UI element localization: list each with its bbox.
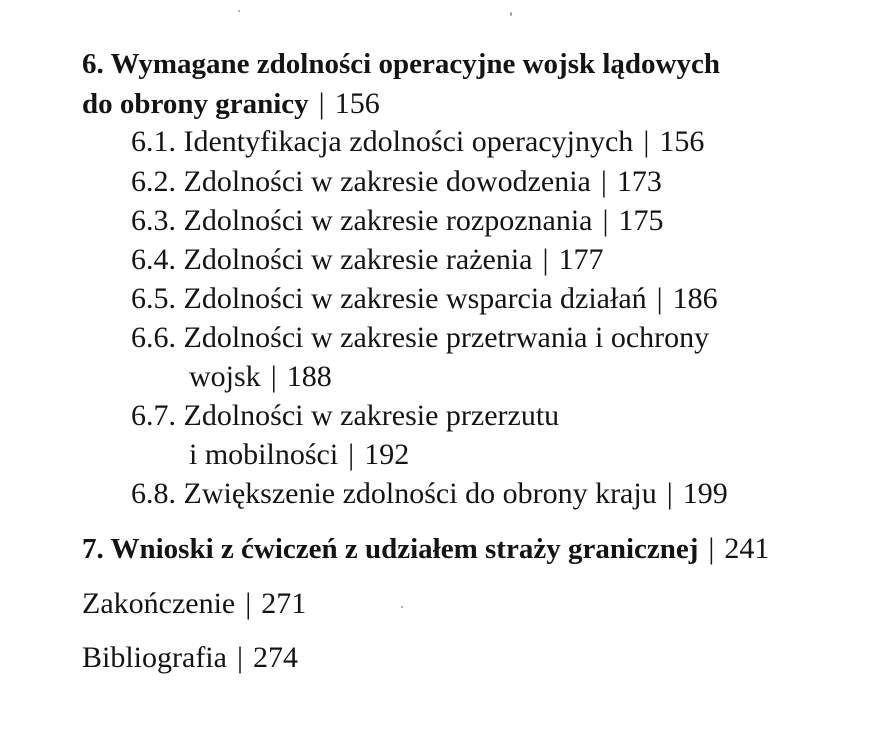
- chapter-7-title: 7. Wnioski z ćwiczeń z udziałem straży granicznej: [82, 533, 699, 565]
- entry-label: 6.2. Zdolności w zakresie dowodzenia: [131, 165, 591, 198]
- toc-entry-6-6-line1: [131, 320, 709, 356]
- toc-entry-conclusion: [82, 586, 306, 622]
- toc-entry-6-4: [131, 242, 604, 278]
- entry-label: 6.1. Identyfikacja zdolności operacyjnych: [131, 125, 634, 158]
- entry-label-line1: 6.6. Zdolności w zakresie przetrwania i ochrony: [131, 321, 710, 354]
- chapter-6-page: 156: [334, 87, 380, 120]
- separator: |: [602, 204, 609, 237]
- toc-entry-6-2: [131, 164, 662, 200]
- toc-entry-6-5: [131, 281, 718, 317]
- scan-speck: [238, 10, 240, 12]
- separator: |: [245, 587, 252, 620]
- entry-label-line1: 6.7. Zdolności w zakresie przerzutu: [131, 399, 560, 432]
- separator: |: [656, 282, 663, 315]
- bibliography-page: 274: [252, 641, 298, 674]
- separator: |: [318, 87, 325, 120]
- separator: |: [236, 641, 243, 674]
- entry-page: 199: [682, 477, 728, 510]
- chapter-6-title-line2: do obrony granicy: [82, 88, 309, 120]
- conclusion-page: 271: [261, 587, 307, 620]
- chapter-7-page: 241: [724, 532, 770, 565]
- entry-page: 156: [659, 125, 705, 158]
- entry-page: 188: [286, 360, 332, 393]
- scan-speck: [510, 12, 512, 16]
- separator: |: [708, 532, 715, 565]
- entry-page: 186: [672, 282, 718, 315]
- toc-entry-chapter-6-line2: [82, 86, 380, 122]
- toc-entry-6-3: [131, 203, 664, 239]
- entry-label: 6.5. Zdolności w zakresie wsparcia działań: [131, 282, 647, 315]
- separator: |: [270, 360, 277, 393]
- entry-page: 192: [364, 438, 410, 471]
- scan-speck: [401, 606, 403, 608]
- separator: |: [666, 477, 673, 510]
- toc-entry-chapter-6-line1: [82, 46, 720, 82]
- entry-label: 6.8. Zwiększenie zdolności do obrony kraju: [131, 477, 657, 510]
- entry-page: 173: [616, 165, 662, 198]
- entry-page: 177: [558, 243, 604, 276]
- entry-label: 6.3. Zdolności w zakresie rozpoznania: [131, 204, 593, 237]
- separator: |: [348, 438, 355, 471]
- separator: |: [542, 243, 549, 276]
- toc-entry-6-1: [131, 124, 704, 160]
- chapter-6-title-line1: 6. Wymagane zdolności operacyjne wojsk lądowych: [82, 48, 720, 80]
- separator: |: [600, 165, 607, 198]
- toc-entry-6-8: [131, 476, 728, 512]
- entry-label: 6.4. Zdolności w zakresie rażenia: [131, 243, 533, 276]
- entry-page: 175: [618, 204, 664, 237]
- entry-label-line2: wojsk: [189, 360, 261, 393]
- toc-entry-6-6-line2: [189, 359, 332, 395]
- conclusion-title: Zakończenie: [82, 587, 236, 620]
- toc-entry-chapter-7: [82, 531, 769, 567]
- bibliography-title: Bibliografia: [82, 641, 227, 674]
- toc-entry-6-7-line2: [189, 437, 409, 473]
- entry-label-line2: i mobilności: [189, 438, 339, 471]
- separator: |: [643, 125, 650, 158]
- toc-entry-bibliography: [82, 640, 298, 676]
- toc-entry-6-7-line1: [131, 398, 559, 434]
